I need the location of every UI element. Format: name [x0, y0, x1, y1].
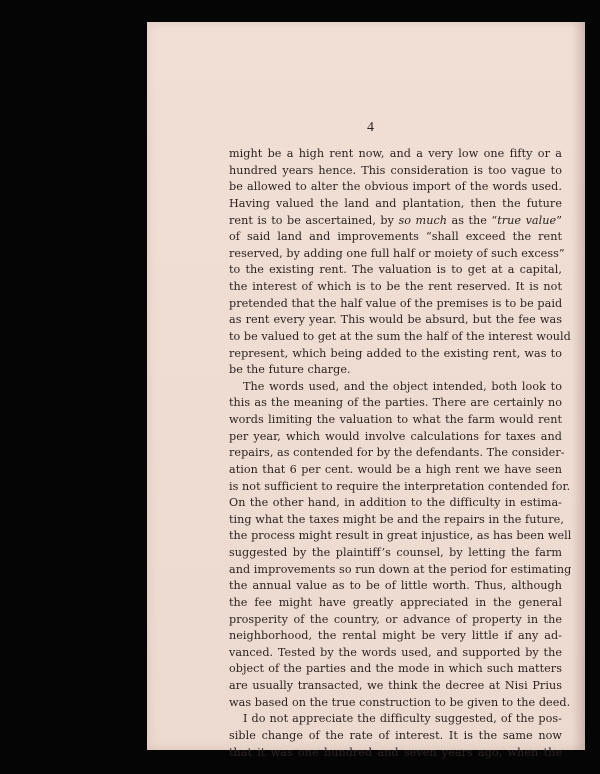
- text-line: that it was one hundred and seven years ago, when the: [229, 745, 562, 759]
- text-line: prosperity of the country, or advance of property in the: [229, 612, 562, 626]
- text-line: the process might result in great injustice, as has been well: [229, 529, 572, 543]
- text-line: I do not appreciate the difficulty suggested, of the pos-: [243, 712, 562, 726]
- text-line: Having valued the land and plantation, then the future: [229, 196, 562, 210]
- text-line: the fee might have greatly appreciated in the general: [229, 595, 562, 609]
- text-line: ting what the taxes might be and the repairs in the future,: [229, 512, 564, 526]
- text-line: of said land and improvements “shall exceed the rent: [229, 230, 562, 244]
- text-line: words limiting the valuation to what the farm would rent: [229, 413, 562, 426]
- text-line: might be a high rent now, and a very low one fifty or a: [229, 147, 562, 160]
- text-line: as rent every year. This would be absurd, but the fee was: [229, 313, 562, 327]
- text-line: reserved, by adding one full half or moiety of such excess”: [229, 246, 565, 260]
- text-line: pretended that the half value of the premises is to be paid: [229, 296, 563, 310]
- text-run: rent is to be ascertained, by: [229, 213, 399, 227]
- body-text: [229, 146, 572, 761]
- text-line: vanced. Tested by the words used, and supported by the: [229, 645, 562, 659]
- text-run: ”: [556, 213, 562, 227]
- text-line: repairs, as contended for by the defendants. The consider-: [229, 446, 565, 460]
- text-line: On the other hand, in addition to the difficulty in estima-: [229, 496, 562, 510]
- text-run: as the “: [447, 213, 498, 227]
- text-line: are usually transacted, we think the decree at Nisi Prius: [229, 679, 562, 692]
- text-line: object of the parties and the mode in which such matters: [229, 662, 562, 676]
- text-line: neighborhood, the rental might be very little if any ad-: [229, 629, 562, 643]
- text-line: was based on the true construction to be given to the deed.: [229, 695, 571, 709]
- text-line: the interest of which is to be the rent reserved. It is not: [229, 280, 562, 293]
- text-line: this as the meaning of the parties. There are certainly no: [229, 396, 562, 410]
- text-line: ation that 6 per cent. would be a high rent we have seen: [229, 462, 562, 476]
- text-line: to be valued to get at the sum the half of the interest would: [229, 329, 571, 343]
- text-line: is not sufficient to require the interpretation contended for.: [229, 479, 571, 493]
- text-line: the annual value as to be of little worth. Thus, although: [229, 579, 562, 593]
- text-line: hundred years hence. This consideration is too vague to: [229, 163, 562, 177]
- text-line: The words used, and the object intended, both look to: [243, 379, 562, 393]
- text-line: to the existing rent. The valuation is to get at a capital,: [229, 263, 562, 277]
- italic-emphasis: so much: [398, 213, 448, 227]
- text-line: suggested by the plaintiff’s counsel, by letting the farm: [229, 546, 562, 559]
- text-line: be the future charge.: [229, 363, 351, 377]
- document-page: [147, 22, 585, 759]
- text-line: per year, which would involve calculations for taxes and: [229, 429, 562, 443]
- text-line: [229, 213, 562, 230]
- italic-emphasis: true value: [497, 213, 557, 227]
- text-line: be allowed to alter the obvious import of the words used.: [229, 180, 562, 194]
- text-line: and improvements so run down at the period for estimating: [229, 562, 572, 576]
- page-number: 4: [367, 120, 374, 135]
- text-line: represent, which being added to the existing rent, was to: [229, 346, 562, 360]
- text-line: sible change of the rate of interest. It is the same now: [229, 728, 562, 742]
